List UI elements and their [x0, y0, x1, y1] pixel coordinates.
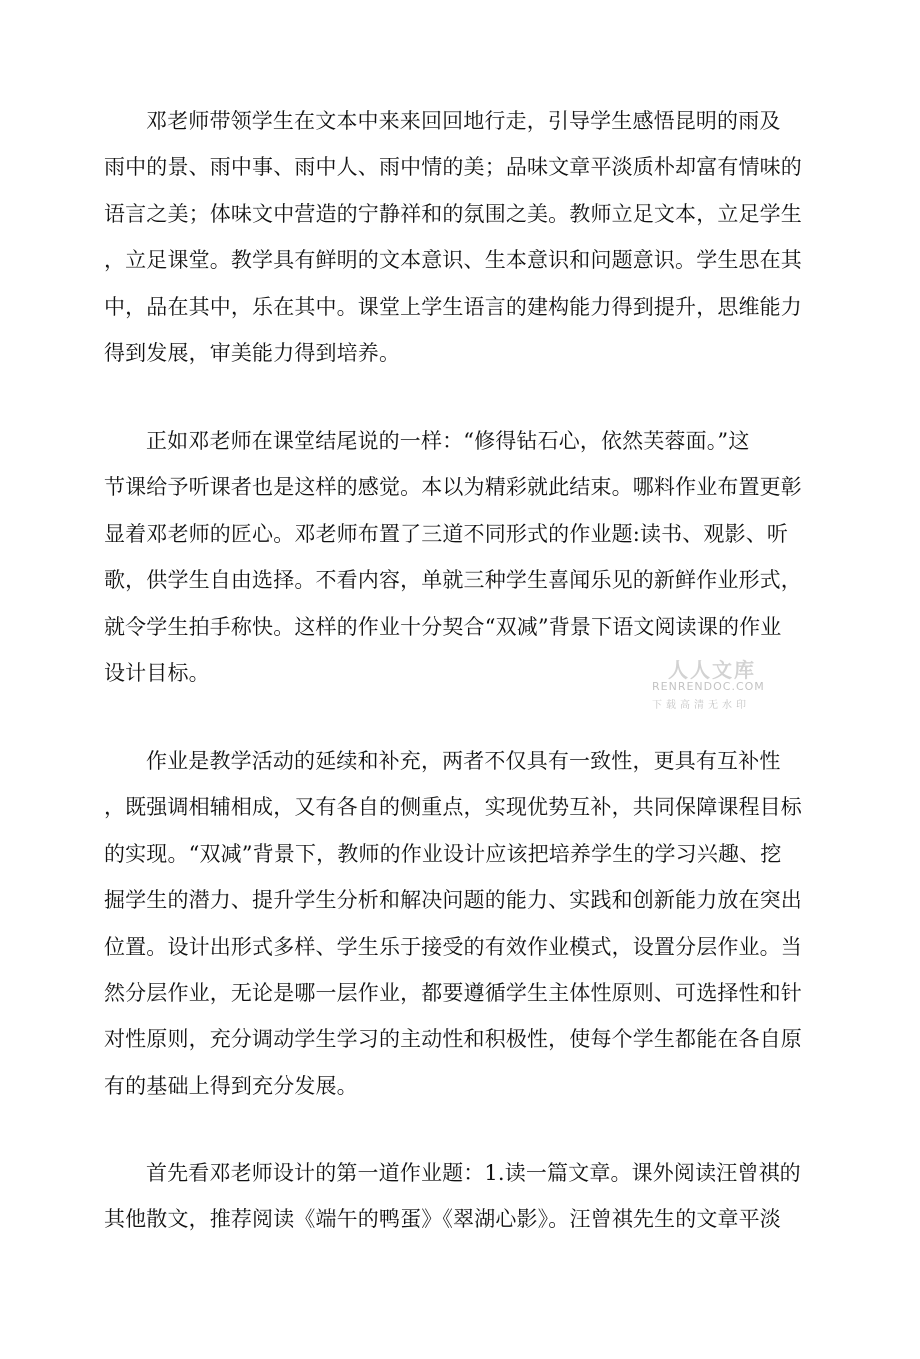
paragraph-line: 就令学生拍手称快。这样的作业十分契合“双减”背景下语文阅读课的作业 [104, 614, 782, 639]
paragraph-line: 设计目标。 [104, 660, 210, 685]
paragraph-line: 语言之美；体味文中营造的宁静祥和的氛围之美。教师立足文本，立足学生 [104, 201, 802, 226]
paragraph-1 [104, 98, 824, 376]
paragraph-4 [104, 1150, 824, 1243]
paragraph-line: 然分层作业，无论是哪一层作业，都要遵循学生主体性原则、可选择性和针 [104, 980, 802, 1005]
paragraph-2 [104, 418, 824, 696]
paragraph-line: 的实现。“双减”背景下，教师的作业设计应该把培养学生的学习兴趣、挖 [104, 841, 782, 866]
watermark-subtitle: 下载高清无水印 [652, 700, 750, 711]
paragraph-line: 中，品在其中，乐在其中。课堂上学生语言的建构能力得到提升，思维能力 [104, 294, 802, 319]
paragraph-line: 雨中的景、雨中事、雨中人、雨中情的美；品味文章平淡质朴却富有情味的 [104, 155, 802, 180]
paragraph-line: 显着邓老师的匠心。邓老师布置了三道不同形式的作业题:读书、观影、听 [104, 521, 789, 546]
paragraph-line: 对性原则，充分调动学生学习的主动性和积极性，使每个学生都能在各自原 [104, 1027, 802, 1052]
paragraph-line: 作业是教学活动的延续和补充，两者不仅具有一致性，更具有互补性 [146, 749, 781, 773]
watermark-logo: 人人文库 [668, 658, 756, 682]
paragraph-line: ，立足课堂。教学具有鲜明的文本意识、生本意识和问题意识。学生思在其 [104, 248, 802, 273]
paragraph-line: 其他散文，推荐阅读《端午的鸭蛋》《翠湖心影》。汪曾祺先生的文章平淡 [104, 1207, 781, 1232]
watermark-domain: RENRENDOC.COM [652, 680, 765, 693]
paragraph-line: 首先看邓老师设计的第一道作业题：1.读一篇文章。课外阅读汪曾祺的 [146, 1161, 801, 1185]
paragraph-line: 位置。设计出形式多样、学生乐于接受的有效作业模式，设置分层作业。当 [104, 934, 802, 959]
paragraph-line: 节课给予听课者也是这样的感觉。本以为精彩就此结束。哪料作业布置更彰 [104, 475, 802, 500]
paragraph-line: 掘学生的潜力、提升学生分析和解决问题的能力、实践和创新能力放在突出 [104, 888, 802, 913]
paragraph-line: ，既强调相辅相成，又有各自的侧重点，实现优势互补，共同保障课程目标 [104, 795, 802, 820]
paragraph-line: 得到发展，审美能力得到培养。 [104, 340, 401, 365]
paragraph-3 [104, 738, 824, 1109]
paragraph-line: 邓老师带领学生在文本中来来回回地行走，引导学生感悟昆明的雨及 [146, 109, 781, 133]
paragraph-line: 有的基础上得到充分发展。 [104, 1073, 358, 1098]
paragraph-line: 歌，供学生自由选择。不看内容，单就三种学生喜闻乐见的新鲜作业形式， [104, 568, 802, 593]
paragraph-line: 正如邓老师在课堂结尾说的一样：“修得钻石心，依然芙蓉面。”这 [146, 429, 750, 453]
